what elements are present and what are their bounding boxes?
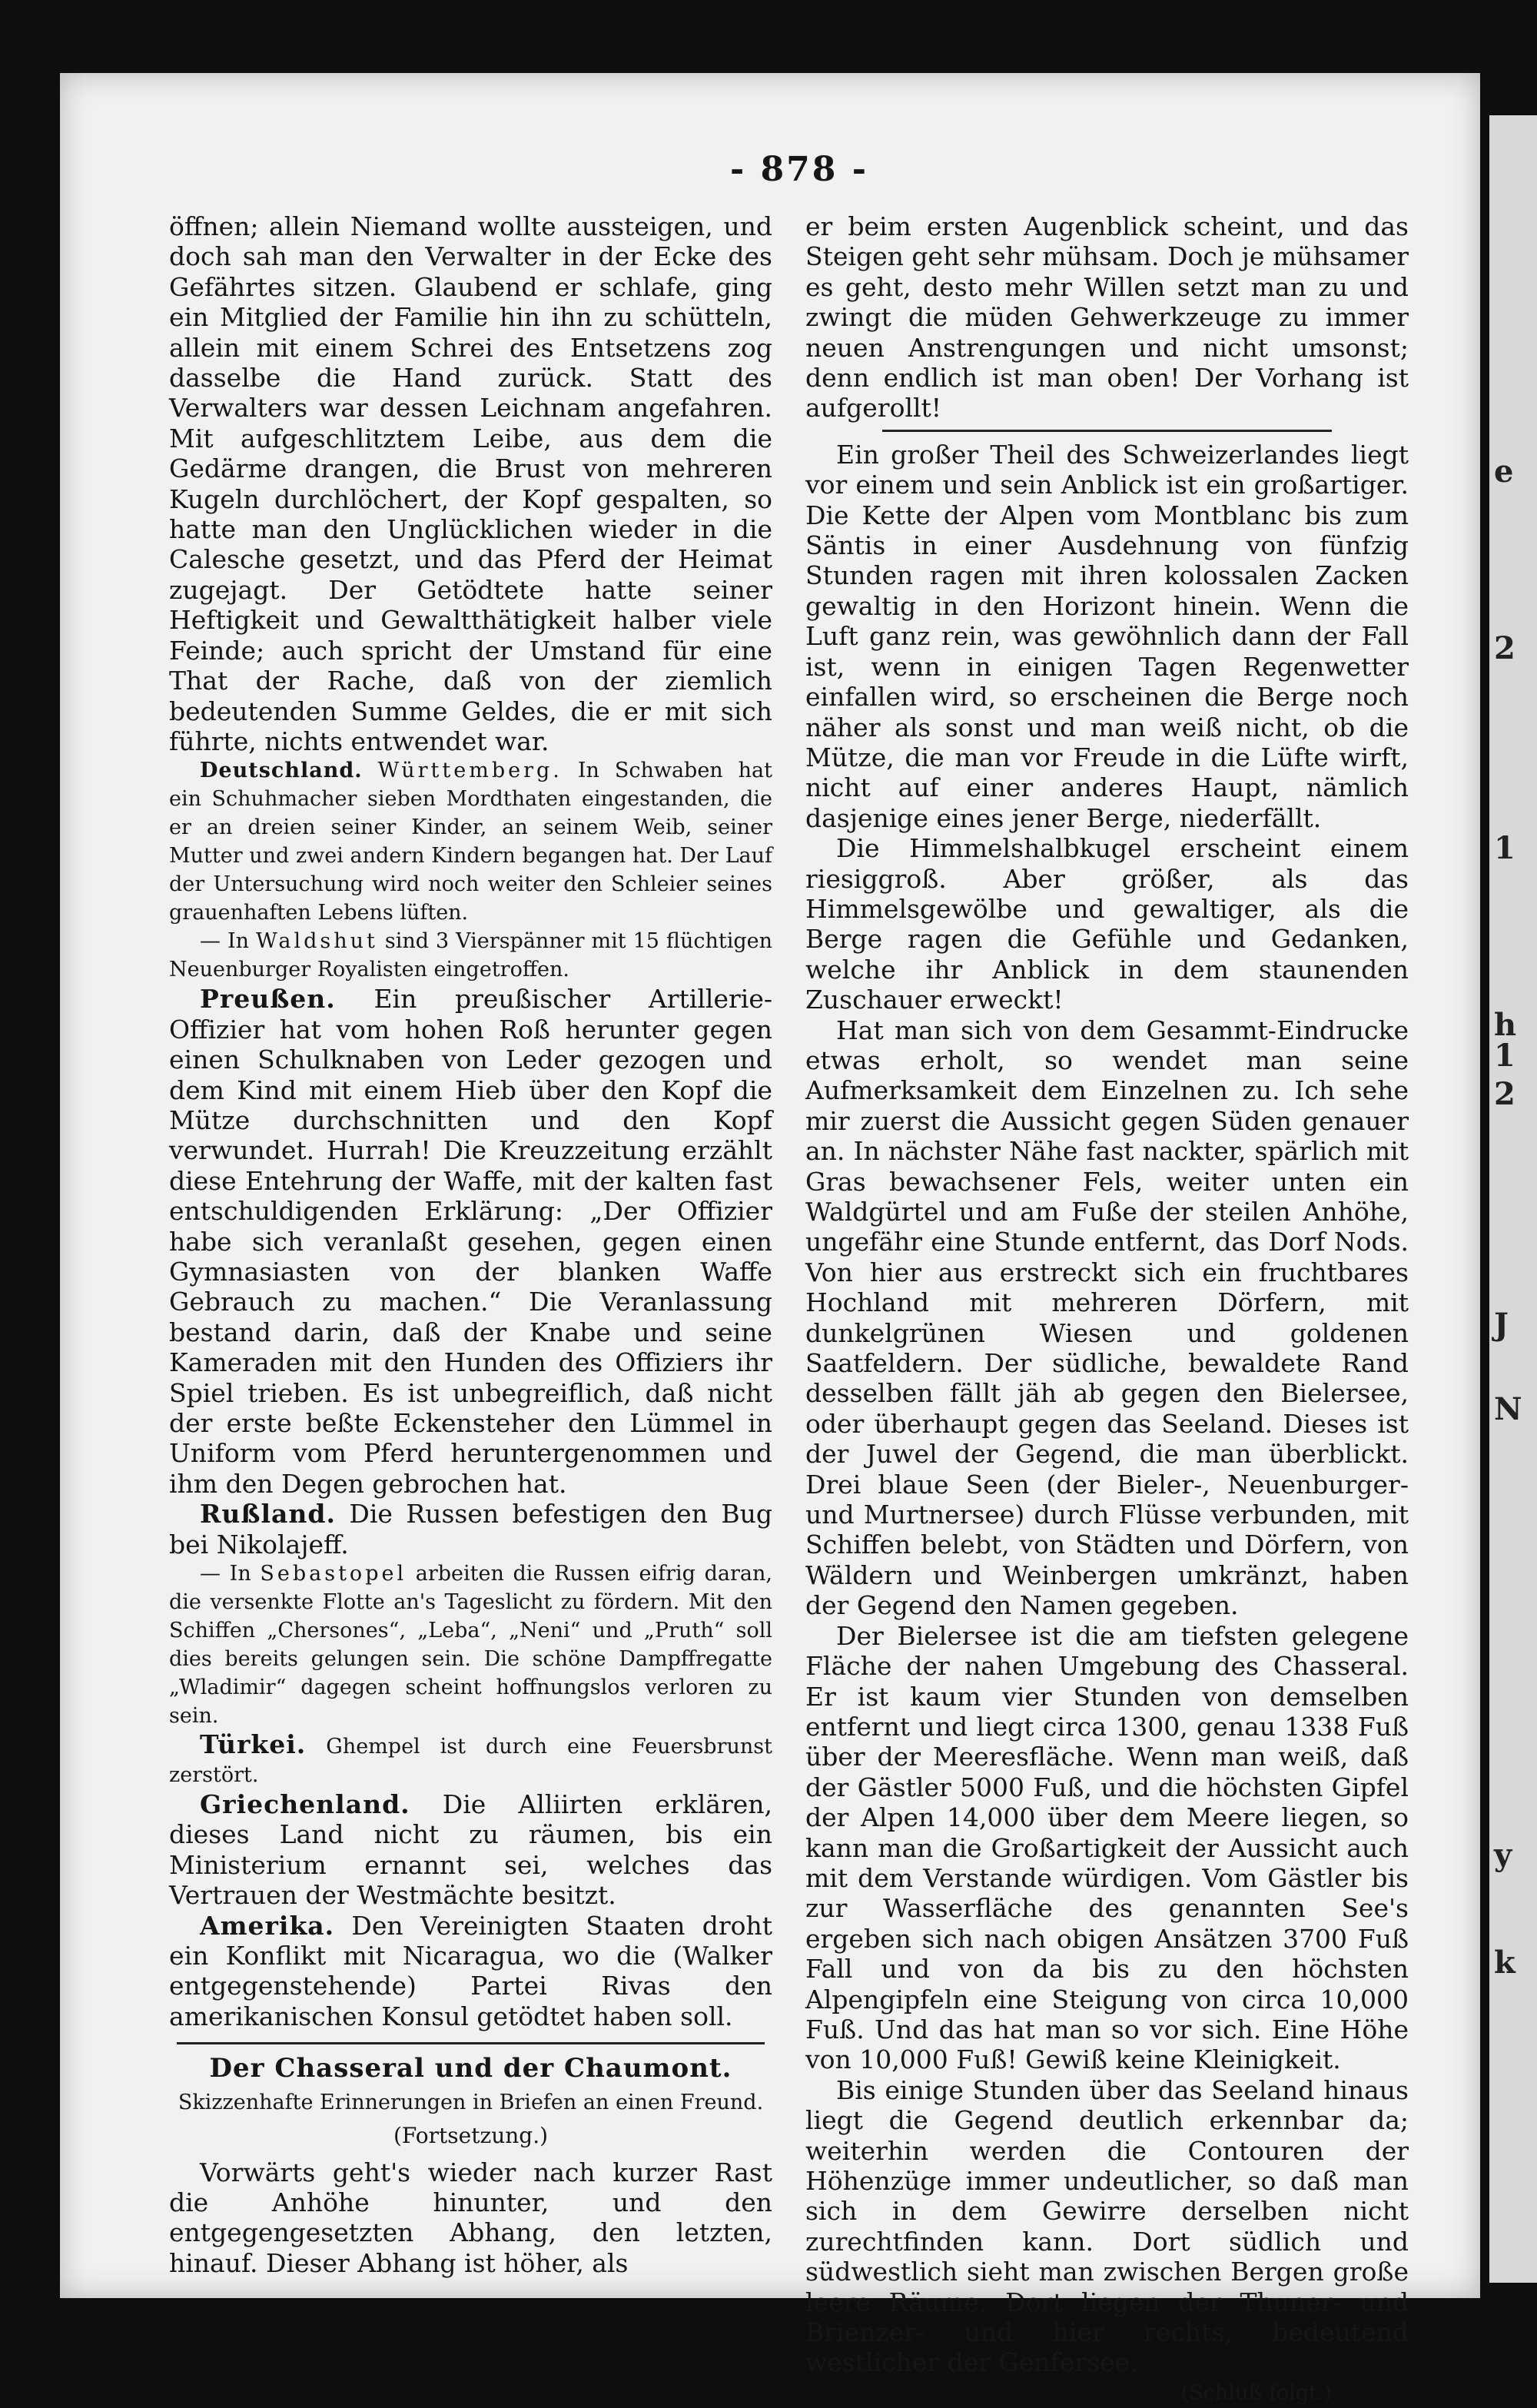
- news-text: Die Alliirten erklären, dieses Land nicht zu räumen, bis ein Ministerium ernannt sei, welches das Vertrauen der Westmächte besitzt.: [169, 1789, 772, 1911]
- news-item-greece: [169, 1789, 772, 1911]
- edge-mark: 2: [1494, 1076, 1515, 1112]
- news-text: In Schwaben hat ein Schuhmacher sieben Mordthaten eingestanden, die er an dreien seiner Kinder, an seinem Weib, seiner Mutter und zwei andern Kindern begangen hat. Der Lauf der Untersuchung wird noch weiter den Schleier seines grauenhaften Lebens lüften.: [169, 759, 772, 925]
- news-item-prussia: [169, 984, 772, 1499]
- section-heading: Griechenland.: [200, 1789, 410, 1820]
- section-heading: Türkei.: [200, 1729, 307, 1760]
- news-text: arbeiten die Russen eifrig daran, die versenkte Flotte an's Tageslicht zu fördern. Mit den Schiffen „Chersones“, „Leba“, „Neni“ und „Pruth“ soll dies bereits gelungen sein. Die schöne Dampffregatte „Wladimir“ dagegen scheint hoffnungslos verloren zu sein.: [169, 1562, 772, 1729]
- news-text: Den Vereinigten Staaten droht ein Konflikt mit Nicaragua, wo die (Walker entgegenstehende) Partei Rivas den amerikanischen Konsul getödtet haben soll.: [169, 1910, 772, 2031]
- place-name: Sebastopel: [260, 1562, 407, 1586]
- news-text: Ein preußischer Artillerie-Offizier hat vom hohen Roß herunter gegen einen Schulknaben von Leder gezogen und dem Kind mit einem Hieb über den Kopf die Mütze durchschnitten und den Kopf verwundet. Hurrah! Die Kreuzzeitung erzählt diese Entehrung der Waffe, mit der kalten fast entschuldigenden Erklärung: „Der Offizier habe sich veranlaßt gesehen, gegen einen Gymnasiasten von der blanken Waffe Gebrauch zu machen.“ Die Veranlassung bestand darin, daß der Knabe und seine Kameraden mit den Hunden des Offiziers ihr Spiel trieben. Es ist unbegreiflich, daß nicht der erste beßte Eckensteher den Lümmel in Uniform vom Pferd heruntergenommen und ihm den Degen gebrochen hat.: [169, 984, 773, 1499]
- news-item-germany: [169, 756, 772, 927]
- edge-mark: e: [1494, 453, 1514, 490]
- story-paragraph: Die Himmelshalbkugel erscheint einem riesiggroß. Aber größer, als das Himmelsgewölbe und gewaltiger, als die Berge ragen die Gefühle und Gedanken, welche ihr Anblick in dem staunenden Zuschauer erweckt!: [805, 833, 1409, 1015]
- news-dash: — In: [200, 1562, 251, 1586]
- paragraph-divider: [882, 430, 1332, 432]
- news-dash: — In: [200, 929, 250, 954]
- left-column: [169, 211, 772, 2278]
- edge-mark: k: [1494, 1945, 1515, 1981]
- story-paragraph: Vorwärts geht's wieder nach kurzer Rast die Anhöhe hinunter, und den entgegengesetzten Abhang, den letzten, hinauf. Dieser Abhang ist höher, als: [169, 2157, 772, 2278]
- article-paragraph: öffnen; allein Niemand wollte aussteigen, und doch sah man den Verwalter in der Ecke des Gefährtes sitzen. Glaubend er schlafe, ging ein Mitglied der Familie hin ihn zu schütteln, allein mit einem Schrei des Entsetzens zog dasselbe die Hand zurück. Statt des Verwalters war dessen Leichnam angefahren. Mit aufgeschlitztem Leibe, aus dem die Gedärme drangen, die Brust von mehreren Kugeln durchlöchert, der Kopf gespalten, so hatte man den Unglücklichen wieder in die Calesche gesetzt, und das Pferd der Heimat zugejagt. Der Getödtete hatte seiner Heftigkeit und Gewaltthätigkeit halber viele Feinde; auch spricht der Umstand für eine That der Rache, daß von der ziemlich bedeutenden Summe Geldes, die er mit sich führte, nichts entwendet war.: [169, 211, 772, 756]
- edge-mark: N: [1494, 1391, 1522, 1427]
- edge-mark: 1: [1494, 1038, 1515, 1074]
- story-paragraph: Bis einige Stunden über das Seeland hinaus liegt die Gegend deutlich erkennbar da; weiterhin werden die Contouren der Höhenzüge immer undeutlicher, so daß man sich in dem Gewirre derselben nicht zurechtfinden kann. Dort südlich und südwestlich sieht man zwischen Bergen große leere Räume. Dort liegen der Thuner- und Brienzer- und hier rechts, bedeutend westlicher der Genfersee.: [805, 2074, 1409, 2378]
- news-item-america: [169, 1911, 772, 2032]
- news-item-russia: [169, 1499, 772, 1559]
- news-text: Die Russen befestigen den Bug bei Nikolajeff.: [169, 1499, 772, 1559]
- news-item-germany-2: [169, 927, 772, 984]
- story-paragraph: Ein großer Theil des Schweizerlandes liegt vor einem und sein Anblick ist ein großartiger. Die Kette der Alpen vom Montblanc bis zum Säntis in einer Ausdehnung von fünfzig Stunden ragen mit ihren kolossalen Zacken gewaltig in den Horizont hinein. Wenn die Luft ganz rein, was gewöhnlich dann der Fall ist, wenn in einigen Tagen Regenwetter einfallen wird, so erscheinen die Berge noch näher als sonst und man weiß nicht, ob die Mütze, die man vor Freude in die Lüfte wirft, nicht auf einer anderes Haupt, nämlich dasjenige eines jener Berge, niederfällt.: [805, 439, 1409, 833]
- edge-mark: 2: [1494, 630, 1515, 666]
- page-number: - 878 -: [729, 150, 868, 189]
- section-heading: Preußen.: [200, 984, 336, 1015]
- edge-mark: h: [1494, 1007, 1517, 1043]
- section-heading: Deutschland.: [200, 759, 363, 783]
- section-heading: Amerika.: [200, 1910, 335, 1941]
- to-be-continued: (Schluß folgt.): [1180, 2380, 1332, 2405]
- news-text: sind 3 Vierspänner mit 15 flüchtigen Neuenburger Royalisten eingetroffen.: [169, 929, 772, 982]
- adjacent-page-edge: [1489, 115, 1537, 2283]
- story-paragraph: Der Bielersee ist die am tiefsten gelegene Fläche der nahen Umgebung des Chasseral. Er ist kaum vier Stunden von demselben entfernt und liegt circa 1300, genau 1338 Fuß über der Meeresfläche. Wenn man weiß, daß der Gästler 5000 Fuß, und die höchsten Gipfel der Alpen 14,000 über dem Meere liegen, so kann man die Großartigkeit der Aussicht auch mit dem Verstande würdigen. Vom Gästler bis zur Wasserfläche des genannten See's ergeben sich nach obigen Ansätzen 3700 Fuß Fall und von da bis zu den höchsten Alpengipfeln eine Steigung von circa 10,000 Fuß. Und das hat man so vor sich. Eine Höhe von 10,000 Fuß! Gewiß keine Kleinigkeit.: [805, 1620, 1409, 2075]
- place-name: Württemberg.: [377, 759, 563, 783]
- place-name: Waldshut: [256, 929, 378, 954]
- edge-mark: 1: [1494, 830, 1515, 866]
- story-continuation: (Fortsetzung.): [393, 2123, 549, 2149]
- story-paragraph: er beim ersten Augenblick scheint, und das Steigen geht sehr mühsam. Doch je mühsamer es geht, desto mehr Willen setzt man zu und zwingt die müden Gehwerkzeuge zu immer neuen Anstrengungen und nicht umsonst; denn endlich ist man oben! Der Vorhang ist aufgerollt!: [805, 211, 1409, 423]
- edge-mark: J: [1494, 1307, 1509, 1343]
- story-title: Der Chasseral und der Chaumont.: [209, 2053, 732, 2084]
- right-column: [805, 211, 1409, 2408]
- news-text: Ghempel ist durch eine Feuersbrunst zerstört.: [169, 1735, 772, 1788]
- section-divider: [177, 2042, 765, 2044]
- news-item-russia-2: [169, 1559, 772, 1730]
- story-paragraph: Hat man sich von dem Gesammt-Eindrucke etwas erholt, so wendet man seine Aufmerksamkeit dem Einzelnen zu. Ich sehe mir zuerst die Aussicht gegen Süden genauer an. In nächster Nähe fast nackter, spärlich mit Gras bewachsener Fels, weiter unten ein Waldgürtel und am Fuße der steilen Anhöhe, ungefähr eine Stunde entfernt, das Dorf Nods. Von hier aus erstreckt sich ein fruchtbares Hochland mit mehreren Dörfern, mit dunkelgrünen Wiesen und goldenen Saatfeldern. Der südliche, bewaldete Rand desselben fällt jäh ab gegen den Bielersee, oder überhaupt gegen das Seeland. Dieses ist der Juwel der Gegend, die man überblickt. Drei blaue Seen (der Bieler-, Neuenburger- und Murtnersee) durch Flüsse verbunden, mit Schiffen belebt, von Städten und Dörfern, von Wäldern und Weinbergen umkränzt, haben der Gegend den Namen gegeben.: [805, 1015, 1409, 1621]
- edge-mark: y: [1494, 1837, 1512, 1873]
- section-heading: Rußland.: [200, 1499, 336, 1529]
- story-subtitle: Skizzenhafte Erinnerungen in Briefen an einen Freund.: [178, 2090, 764, 2114]
- news-item-turkey: [169, 1730, 772, 1789]
